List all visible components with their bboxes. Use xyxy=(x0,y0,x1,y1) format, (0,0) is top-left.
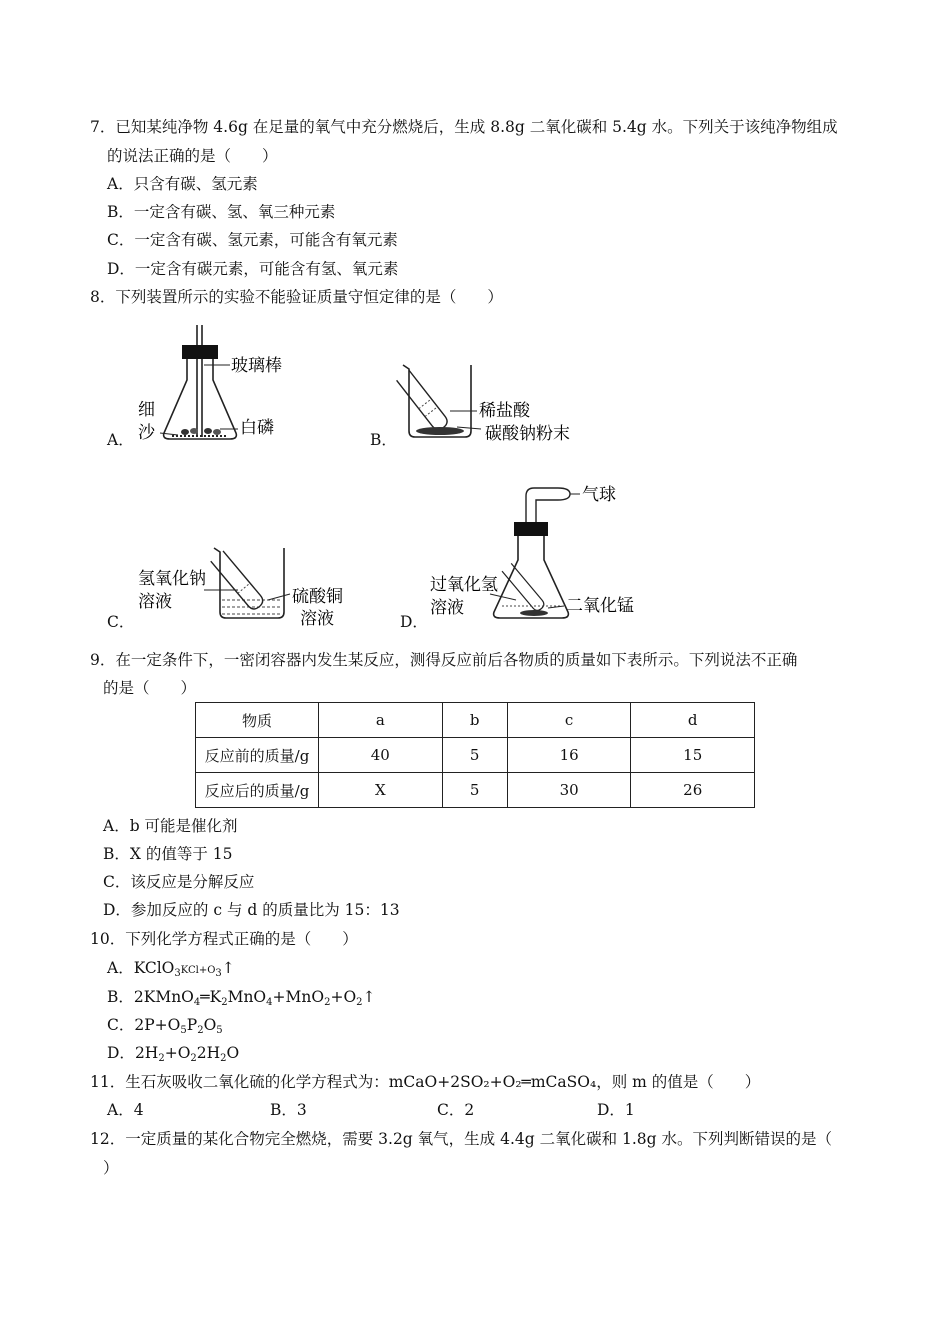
table-header-cell: d xyxy=(631,703,755,738)
apparatus-d-figure xyxy=(430,482,650,630)
q9-option-c: C．该反应是分解反应 xyxy=(103,873,255,891)
table-cell: 5 xyxy=(442,773,507,808)
mass-table xyxy=(195,702,755,808)
table-header-cell: a xyxy=(319,703,443,738)
q10-option-b-letter: B． xyxy=(107,988,134,1006)
q10-option-a xyxy=(107,958,235,984)
stopper-icon xyxy=(182,345,218,359)
label-copper-sulfate: 硫酸铜 xyxy=(292,587,343,607)
label-balloon: 气球 xyxy=(582,485,616,505)
q8-option-c-letter: C． xyxy=(107,613,135,631)
apparatus-b-figure xyxy=(395,355,585,450)
label-naoh-solution: 溶液 xyxy=(138,592,172,612)
apparatus-a-figure xyxy=(130,325,300,450)
balloon-icon xyxy=(526,488,570,522)
q7-option-d: D．一定含有碳元素，可能含有氢、氧元素 xyxy=(107,260,399,278)
q7-option-b: B．一定含有碳、氢、氧三种元素 xyxy=(107,203,336,221)
q9-stem-line1: 9．在一定条件下，一密闭容器内发生某反应，测得反应前后各物质的质量如下表所示。下列说法不正确 xyxy=(90,651,798,669)
q8-option-d-letter: D． xyxy=(400,613,428,631)
label-h2o2-solution: 溶液 xyxy=(430,598,464,618)
q12-stem-line1: 12．一定质量的某化合物完全燃烧，需要 3.2g 氧气，生成 4.4g 二氧化碳和 1.8g 水。下列判断错误的是（ xyxy=(90,1130,833,1148)
q10-stem: 10．下列化学方程式正确的是（ ） xyxy=(90,930,358,948)
table-cell: 反应前的质量/g xyxy=(196,738,319,773)
q10-option-a-equation: $KClO_3KCl+O_3↑$ xyxy=(133,959,235,979)
q9-stem-line2: 的是（ ） xyxy=(103,679,197,697)
q10-option-d-equation: $2H_2+O_22H_2O$ xyxy=(134,1044,240,1064)
label-hydrogen-peroxide: 过氧化氢 xyxy=(430,575,498,595)
table-cell: 26 xyxy=(631,773,755,808)
q7-stem-line1: 7．已知某纯净物 4.6g 在足量的氧气中充分燃烧后，生成 8.8g 二氧化碳和 5.4g 水。下列关于该纯净物组成 xyxy=(90,118,838,136)
table-header-cell: b xyxy=(442,703,507,738)
label-dilute-hcl: 稀盐酸 xyxy=(479,401,530,421)
label-cuso4-solution: 溶液 xyxy=(300,609,334,629)
q7-option-a: A．只含有碳、氢元素 xyxy=(107,175,258,193)
table-header-cell: 物质 xyxy=(196,703,319,738)
q7-option-c: C．一定含有碳、氢元素，可能含有氧元素 xyxy=(107,231,398,249)
q9-option-a: A．b 可能是催化剂 xyxy=(103,817,238,835)
q9-option-b: B．X 的值等于 15 xyxy=(103,845,233,863)
q8-stem: 8．下列装置所示的实验不能验证质量守恒定律的是（ ） xyxy=(90,288,503,306)
q8-option-b-letter: B． xyxy=(370,431,397,449)
q10-option-d xyxy=(107,1043,239,1069)
q9-option-d: D．参加反应的 c 与 d 的质量比为 15：13 xyxy=(103,901,400,919)
table-cell: 16 xyxy=(507,738,631,773)
label-sodium-hydroxide: 氢氧化钠 xyxy=(138,569,206,589)
q10-option-c-equation: $2P+O_5P_2O_5$ xyxy=(134,1016,223,1036)
table-header-row xyxy=(196,703,755,738)
table-cell: 反应后的质量/g xyxy=(196,773,319,808)
label-fine-sand-1: 细 xyxy=(138,400,155,420)
q10-option-b-equation: $2KMnO_4═K_2MnO_4+MnO_2+O_2↑$ xyxy=(133,988,376,1008)
table-cell: 5 xyxy=(442,738,507,773)
label-manganese-dioxide: 二氧化锰 xyxy=(566,596,634,616)
q10-option-d-letter: D． xyxy=(107,1044,135,1062)
q11-option-b: B．3 xyxy=(270,1101,307,1119)
q7-stem-line2: 的说法正确的是（ ） xyxy=(107,147,278,165)
q11-stem: 11．生石灰吸收二氧化硫的化学方程式为：mCaO+2SO₂+O₂═mCaSO₄，则 m 的值是（ ） xyxy=(90,1073,761,1091)
label-white-phosphorus: 白磷 xyxy=(240,418,274,438)
label-sodium-carbonate: 碳酸钠粉末 xyxy=(485,424,570,444)
label-glass-rod: 玻璃棒 xyxy=(231,356,282,376)
q11-option-c: C．2 xyxy=(437,1101,475,1119)
q10-option-b xyxy=(107,987,376,1013)
q10-option-a-letter: A． xyxy=(107,959,134,977)
table-cell: X xyxy=(319,773,443,808)
table-cell: 40 xyxy=(319,738,443,773)
q10-option-c-letter: C． xyxy=(107,1016,135,1034)
q8-option-a-letter: A． xyxy=(107,431,134,449)
table-cell: 30 xyxy=(507,773,631,808)
table-row xyxy=(196,738,755,773)
q11-option-a: A．4 xyxy=(107,1101,144,1119)
q10-option-c xyxy=(107,1015,223,1041)
table-row xyxy=(196,773,755,808)
table-header-cell: c xyxy=(507,703,631,738)
apparatus-c-figure xyxy=(138,540,358,630)
table-cell: 15 xyxy=(631,738,755,773)
q12-stem-line2: ） xyxy=(103,1159,119,1177)
label-fine-sand-2: 沙 xyxy=(138,423,155,443)
q11-option-d: D．1 xyxy=(597,1101,635,1119)
